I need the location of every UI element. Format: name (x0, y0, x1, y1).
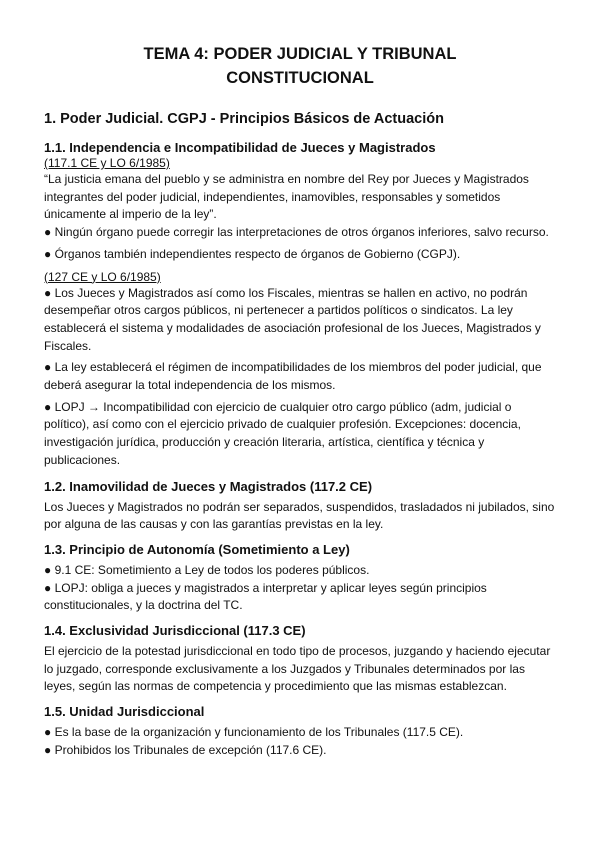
section-1-1-bullet-3: ● Los Jueces y Magistrados así como los Fiscales, mientras se hallen en activo, no podrán desempeñar otros cargos públicos, ni pertenecer a partidos políticos o sindicatos. La ley establecerá el sistema y modalidades de asociación profesional de los Jueces, Magistrados y Fiscales. (44, 285, 541, 353)
section-1-1-bullet-5: ● LOPJ → Incompatibilidad con ejercicio de cualquier otro cargo público (adm, judicial o político), así como con el ejercicio privado de cualquier profesión. Excepciones: docencia, investigación jurídica, producción y creación literaria, artística, científica y técnica y publicaciones. (44, 399, 521, 467)
section-1-4-paragraph: El ejercicio de la potestad jurisdiccional en todo tipo de procesos, juzgando y haciendo ejecutar lo juzgado, corresponde exclusivamente a los Juzgados y Tribunales determinados por las leyes, según las normas de competencia y procedimiento que las mismas establezcan. (44, 644, 551, 694)
section-1-3-bullet-2: ● LOPJ: obliga a jueces y magistrados a interpretar y aplicar leyes según principios constitucionales, y la doctrina del TC. (44, 580, 487, 613)
section-1-2-paragraph: Los Jueces y Magistrados no podrán ser separados, suspendidos, trasladados ni jubilados, sino por alguna de las causas y con las garantías previstas en la ley. (44, 499, 555, 532)
section-1-1-bullet-4: ● La ley establecerá el régimen de incompatibilidades de los miembros del poder judicial, que deberá asegurar la total independencia de los mismos. (44, 360, 542, 393)
section-1-5-bullet-1: ● Es la base de la organización y funcionamiento de los Tribunales (117.5 CE). (44, 725, 464, 740)
section-1-3-heading: 1.3. Principio de Autonomía (Sometimiento a Ley) (44, 541, 350, 557)
section-1-4-heading: 1.4. Exclusividad Jurisdiccional (117.3 CE) (44, 623, 306, 639)
title-line-1: TEMA 4: PODER JUDICIAL Y TRIBUNAL (143, 45, 457, 63)
section-1-1-bullet-2: ● Órganos también independientes respecto de órganos de Gobierno (CGPJ). (44, 246, 461, 261)
section-1-1-quote: “La justicia emana del pueblo y se administra en nombre del Rey por Jueces y Magistrados integrantes del poder judicial, independientes, inamovibles, responsables y sometidos únicamente al imperio de la ley”. (44, 172, 529, 222)
section-1-1-reference-1: (117.1 CE y LO 6/1985) (44, 156, 170, 170)
section-1-1-heading: 1.1. Independencia e Incompatibilidad de Jueces y Magistrados (44, 140, 436, 155)
section-1-5-heading: 1.5. Unidad Jurisdiccional (44, 704, 205, 720)
section-1-heading: 1. Poder Judicial. CGPJ - Principios Básicos de Actuación (44, 111, 444, 127)
section-1-5-bullet-2: ● Prohibidos los Tribunales de excepción (117.6 CE). (44, 742, 327, 757)
section-1-3-bullet-1: ● 9.1 CE: Sometimiento a Ley de todos los poderes públicos. (44, 562, 370, 577)
section-1-2-heading: 1.2. Inamovilidad de Jueces y Magistrados (117.2 CE) (44, 478, 373, 494)
title-line-2: CONSTITUCIONAL (226, 69, 374, 87)
section-1-1-bullet-1: ● Ningún órgano puede corregir las interpretaciones de otros órganos inferiores, salvo recurso. (44, 225, 549, 240)
page-title (44, 0, 556, 90)
section-1-1-reference-2: (127 CE y LO 6/1985) (44, 269, 161, 284)
